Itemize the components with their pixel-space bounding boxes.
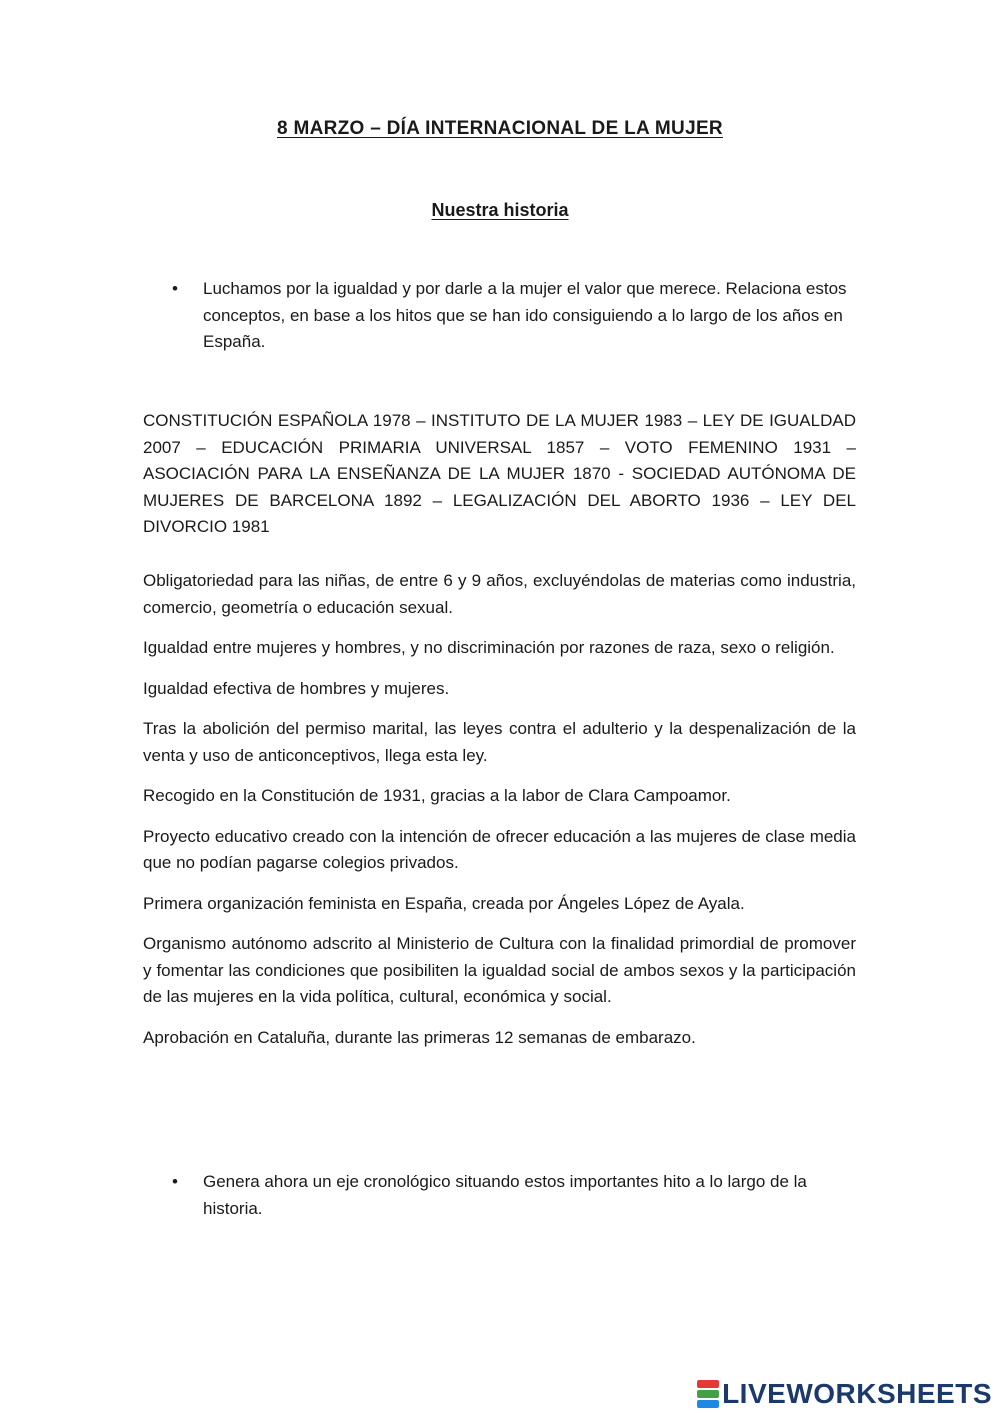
logo-bar-blue (697, 1400, 719, 1408)
instruction-text-2: Genera ahora un eje cronológico situando estos importantes hito a lo largo de la historia. (203, 1172, 807, 1218)
instruction-bullet-2 (172, 1169, 856, 1222)
definition-item: Recogido en la Constitución de 1931, gracias a la labor de Clara Campoamor. (143, 786, 731, 805)
liveworksheets-logo[interactable] (697, 1376, 992, 1412)
logo-bar-red (697, 1380, 719, 1388)
bullet-icon: • (172, 1172, 178, 1191)
definition-item: Proyecto educativo creado con la intención de ofrecer educación a las mujeres de clase media que no podían pagarse colegios privados. (143, 826, 856, 872)
definition-item: Aprobación en Cataluña, durante las primeras 12 semanas de embarazo. (143, 1027, 696, 1047)
definition-item: Tras la abolición del permiso marital, las leyes contra el adulterio y la despenalización de la venta y uso de anticonceptivos, llega esta ley. (143, 719, 856, 765)
instruction-bullet-1 (172, 276, 856, 356)
page-subtitle: Nuestra historia (431, 200, 569, 220)
definitions-list (143, 568, 856, 1065)
logo-bar-green (697, 1390, 719, 1398)
definition-item: Igualdad efectiva de hombres y mujeres. (143, 678, 450, 698)
definition-item: Organismo autónomo adscrito al Ministerio de Cultura con la finalidad primordial de promover y fomentar las condiciones que posibiliten la igualdad social de ambos sexos y la participación de las mujeres en la vida política, cultural, económica y social. (143, 934, 856, 1006)
definition-item: Obligatoriedad para las niñas, de entre 6 y 9 años, excluyéndolas de materias como industria, comercio, geometría o educación sexual. (143, 571, 856, 617)
bullet-icon: • (172, 279, 178, 298)
instruction-text-1: Luchamos por la igualdad y por darle a la mujer el valor que merece. Relaciona estos conceptos, en base a los hitos que se han ido consiguiendo a lo largo de los años en España. (203, 279, 847, 351)
concepts-list: CONSTITUCIÓN ESPAÑOLA 1978 – INSTITUTO DE LA MUJER 1983 – LEY DE IGUALDAD 2007 – EDUCACIÓN PRIMARIA UNIVERSAL 1857 – VOTO FEMENINO 1931 – ASOCIACIÓN PARA LA ENSEÑANZA DE LA MUJER 1870 - SOCIEDAD AUTÓNOMA DE MUJERES DE BARCELONA 1892 – LEGALIZACIÓN DEL ABORTO 1936 – LEY DEL DIVORCIO 1981 (143, 411, 856, 536)
definition-item: Primera organización feminista en España, creada por Ángeles López de Ayala. (143, 893, 745, 913)
definition-item: Igualdad entre mujeres y hombres, y no discriminación por razones de raza, sexo o religión. (143, 638, 835, 657)
logo-text: LIVEWORKSHEETS (722, 1378, 992, 1409)
liveworksheets-logo-icon (697, 1380, 719, 1408)
page-title: 8 MARZO – DÍA INTERNACIONAL DE LA MUJER (277, 118, 723, 139)
